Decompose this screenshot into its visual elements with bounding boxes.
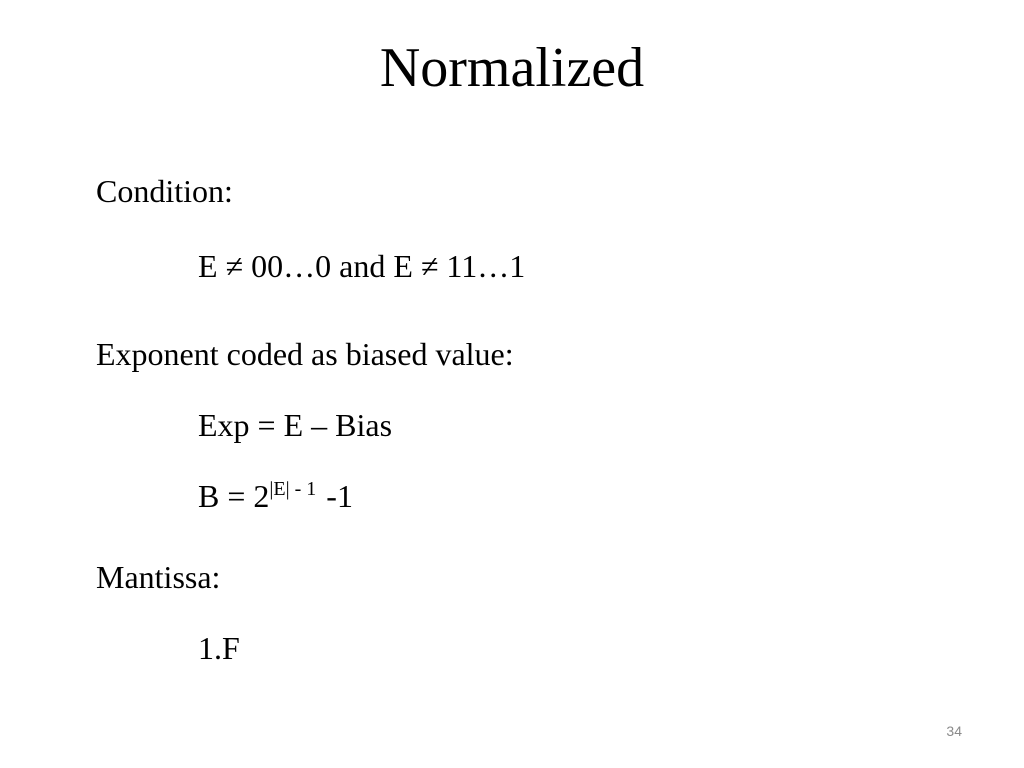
- mantissa-value: 1.F: [198, 630, 240, 666]
- exponent-formula: Exp = E – Bias: [198, 407, 393, 443]
- mantissa-heading: Mantissa:: [96, 559, 221, 595]
- exponent-heading: Exponent coded as biased value:: [96, 336, 514, 372]
- slide-title: Normalized: [379, 37, 645, 99]
- bias-formula-tail: -1: [326, 478, 353, 514]
- condition-heading: Condition:: [96, 173, 233, 209]
- bias-formula-exponent: |E| - 1: [269, 478, 317, 500]
- condition-rule: E ≠ 00…0 and E ≠ 11…1: [198, 248, 526, 284]
- page-number: 34: [946, 723, 962, 739]
- bias-formula: [198, 476, 353, 516]
- bias-formula-base: B = 2: [198, 478, 270, 514]
